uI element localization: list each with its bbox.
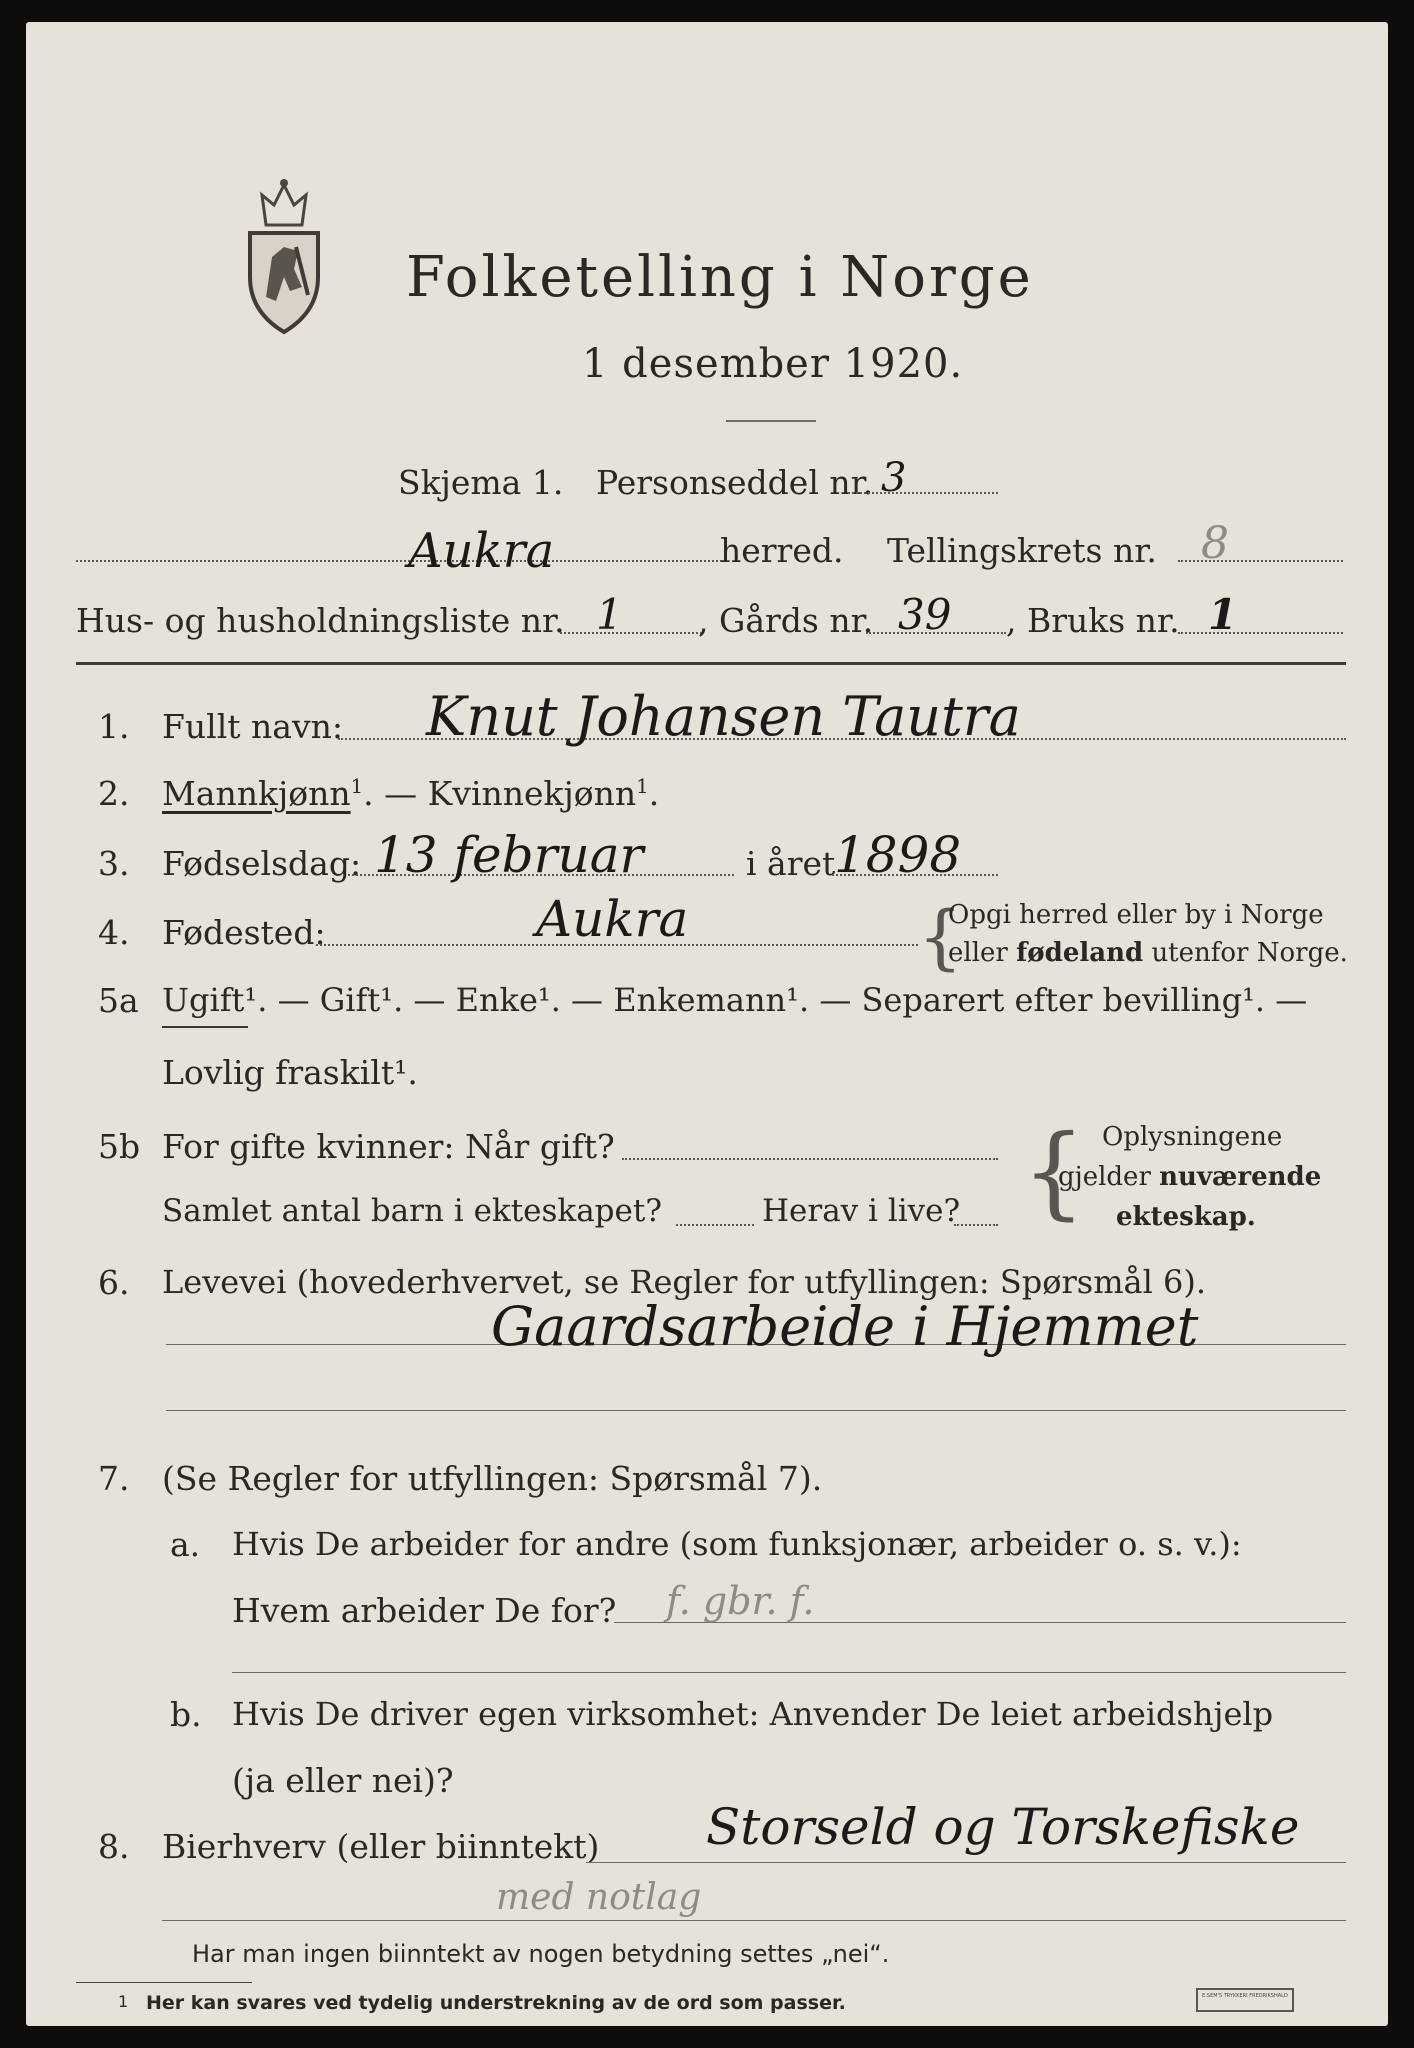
q5b-number: 5b <box>98 1127 141 1166</box>
q5b-children-line <box>676 1224 754 1226</box>
q7b-line1: Hvis De driver egen virksomhet: Anvender De leiet arbeidshjelp <box>232 1695 1274 1733</box>
q8-answer-line <box>586 1862 1346 1863</box>
q2-female: Kvinnekjønn <box>427 774 637 813</box>
footnote-divider <box>76 1982 252 1983</box>
q6-label: Levevei (hovederhvervet, se Regler for utfyllingen: Spørsmål 6). <box>162 1263 1207 1301</box>
header-divider <box>76 662 1346 665</box>
q2-number: 2. <box>98 774 130 813</box>
q5a-line2: Lovlig fraskilt¹. <box>162 1053 418 1092</box>
q4-number: 4. <box>98 913 130 952</box>
q6-number: 6. <box>98 1263 130 1302</box>
form-date: 1 desember 1920. <box>582 341 964 387</box>
printer-stamp <box>1196 1988 1294 2012</box>
personseddel-line <box>848 492 998 494</box>
q2-options: Mannkjønn$^1$. — Kvinnekjønn$^1$. <box>162 774 660 813</box>
bruks-line <box>1178 632 1343 634</box>
q5b-brace: { <box>1022 1113 1086 1230</box>
q1-value: Knut Johansen Tautra <box>426 685 1021 748</box>
q2-sep: . — <box>363 774 428 813</box>
q7b-number: b. <box>170 1695 202 1734</box>
herred-label: herred. <box>720 531 844 570</box>
q7b-line2: (ja eller nei)? <box>232 1761 454 1800</box>
q3-number: 3. <box>98 844 130 883</box>
footer-note: Har man ingen biinntekt av nogen betydning settes „nei“. <box>192 1940 890 1968</box>
q4-note-c: utenfor Norge. <box>1151 938 1348 968</box>
husliste-line <box>560 632 702 634</box>
q8-value: Storseld og Torskefiske <box>706 1798 1300 1856</box>
q7a-second-line <box>232 1672 1346 1673</box>
gards-value: 39 <box>898 590 952 639</box>
herred-value: Aukra <box>408 523 555 579</box>
q5b-line1: For gifte kvinner: Når gift? <box>162 1127 615 1166</box>
q2-end: . <box>648 774 660 813</box>
q5b-note2-b: nuværende <box>1159 1162 1322 1192</box>
q5b-line2b: Herav i live? <box>762 1193 961 1229</box>
q5b-note2-a: gjelder <box>1058 1162 1151 1192</box>
q5b-note3: ekteskap. <box>1116 1202 1256 1232</box>
q8-faint-value: med notlag <box>496 1877 702 1918</box>
husliste-value: 1 <box>596 590 623 639</box>
q7-number: 7. <box>98 1459 130 1498</box>
q3-value: 13 februar <box>374 826 644 884</box>
form-title: Folketelling i Norge <box>406 245 1034 310</box>
q8-number: 8. <box>98 1827 130 1866</box>
q5a-line1: Ugift¹. — Gift¹. — Enke¹. — Enkemann¹. — Separert efter bevilling¹. — <box>162 981 1308 1019</box>
q5b-married-line <box>622 1158 998 1160</box>
q1-number: 1. <box>98 707 130 746</box>
q6-second-line <box>166 1410 1346 1411</box>
bruks-value: 1 <box>1208 590 1238 639</box>
printer-stamp-text: E.SEM'S TRYKKERI FREDRIKSHALD <box>1202 1993 1288 1999</box>
q4-label: Fødested: <box>162 913 326 952</box>
q7a-line1: Hvis De arbeider for andre (som funksjonær, arbeider o. s. v.): <box>232 1525 1242 1563</box>
footnote-text: Her kan svares ved tydelig understrekning av de ord som passer. <box>146 1992 846 2014</box>
herred-line <box>76 560 726 562</box>
q4-note-b: fødeland <box>1016 938 1144 968</box>
bruks-label: , Bruks nr. <box>1006 601 1180 640</box>
q4-value: Aukra <box>536 890 689 948</box>
title-divider <box>726 420 816 422</box>
q3-year-value: 1898 <box>834 826 962 884</box>
q7a-value: f. gbr. f. <box>666 1579 815 1623</box>
q8-second-line <box>162 1920 1346 1921</box>
skjema-label: Skjema 1. <box>398 463 564 502</box>
q7a-number: a. <box>170 1525 201 1564</box>
q1-label: Fullt navn: <box>162 707 343 746</box>
q4-note-line1: Opgi herred eller by i Norge <box>948 900 1324 930</box>
q5b-note1: Oplysningene <box>1102 1122 1283 1152</box>
q5a-number: 5a <box>98 981 139 1020</box>
husliste-label: Hus- og husholdningsliste nr. <box>76 601 565 640</box>
q8-label: Bierhverv (eller biinntekt) <box>162 1827 600 1866</box>
personseddel-label: Personseddel nr. <box>596 463 874 502</box>
q5b-line2a: Samlet antal barn i ekteskapet? <box>162 1193 662 1229</box>
q5a-ugift-underline <box>162 1026 248 1028</box>
q2-male: Mannkjønn <box>162 774 351 813</box>
personseddel-value: 3 <box>881 455 907 501</box>
q5b-alive-line <box>954 1224 998 1226</box>
gards-label: , Gårds nr. <box>698 601 874 640</box>
tellingskrets-value: 8 <box>1201 518 1229 569</box>
census-form <box>26 22 1388 2026</box>
norway-coat-of-arms-icon <box>236 177 332 337</box>
q4-brace: { <box>918 896 963 978</box>
q7a-line2: Hvem arbeider De for? <box>232 1591 617 1630</box>
footnote-mark: 1 <box>118 1992 129 2011</box>
q6-value: Gaardsarbeide i Hjemmet <box>491 1295 1199 1358</box>
q3-label: Fødselsdag: <box>162 844 362 883</box>
q4-note-line2 <box>948 940 1348 966</box>
q3-year-label: i året <box>746 844 836 883</box>
tellingskrets-label: Tellingskrets nr. <box>887 531 1157 570</box>
q4-note-a: eller <box>948 938 1008 968</box>
q5b-note2 <box>1058 1164 1321 1190</box>
q7-label: (Se Regler for utfyllingen: Spørsmål 7). <box>162 1459 823 1498</box>
